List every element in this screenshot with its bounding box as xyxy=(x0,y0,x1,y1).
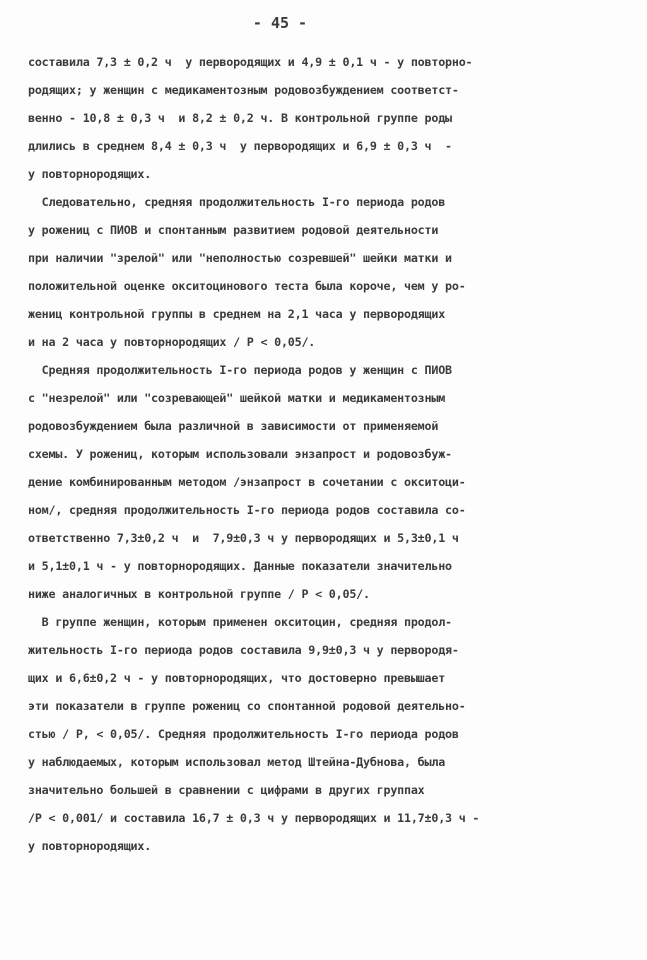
text-line: и 5,1±0,1 ч - у повторнородящих. Данные показатели значительно xyxy=(28,559,452,573)
paragraph-2 xyxy=(28,188,628,356)
text-line: родящих; у женщин с медикаментозным родовозбуждением соответст- xyxy=(28,83,459,97)
text-line: длились в среднем 8,4 ± 0,3 ч у первородящих и 6,9 ± 0,3 ч - xyxy=(28,139,452,153)
text-line: ниже аналогичных в контрольной группе / Р < 0,05/. xyxy=(28,587,370,601)
text-line: схемы. У рожениц, которым использовали энзапрост и родовозбуж- xyxy=(28,447,452,461)
paragraph-4 xyxy=(28,608,628,860)
text-line: В группе женщин, которым применен окситоцин, средняя продол- xyxy=(28,615,452,629)
text-line: ном/, средняя продолжительность I-го периода родов составила со- xyxy=(28,503,466,517)
text-line: родовозбуждением была различной в зависимости от применяемой xyxy=(28,419,439,433)
text-line: при наличии "зрелой" или "неполностью созревшей" шейки матки и xyxy=(28,251,452,265)
body-text xyxy=(28,48,628,860)
text-line: с "незрелой" или "созревающей" шейкой матки и медикаментозным xyxy=(28,391,446,405)
text-line: ответственно 7,3±0,2 ч и 7,9±0,3 ч у первородящих и 5,3±0,1 ч xyxy=(28,531,459,545)
text-line: стью / Р, < 0,05/. Средняя продолжительность I-го периода родов xyxy=(28,727,459,741)
text-line: положительной оценке окситоцинового теста была короче, чем у ро- xyxy=(28,279,466,293)
text-line: дение комбинированным методом /энзапрост в сочетании с окситоци- xyxy=(28,475,466,489)
page-number: - 45 - xyxy=(252,14,308,32)
text-line: жениц контрольной группы в среднем на 2,1 часа у первородящих xyxy=(28,307,446,321)
paragraph-3 xyxy=(28,356,628,608)
text-line: и на 2 часа у повторнородящих / Р < 0,05/. xyxy=(28,335,316,349)
text-line: составила 7,3 ± 0,2 ч у первородящих и 4,9 ± 0,1 ч - у повторно- xyxy=(28,55,473,69)
text-line: у повторнородящих. xyxy=(28,167,152,181)
text-line: жительность I-го периода родов составила 9,9±0,3 ч у первородя- xyxy=(28,643,459,657)
text-line: Средняя продолжительность I-го периода родов у женщин с ПИОВ xyxy=(28,363,452,377)
text-line: у наблюдаемых, которым использовал метод Штейна-Дубнова, была xyxy=(28,755,446,769)
text-line: значительно большей в сравнении с цифрами в других группах xyxy=(28,783,425,797)
text-line: у повторнородящих. xyxy=(28,839,152,853)
text-line: венно - 10,8 ± 0,3 ч и 8,2 ± 0,2 ч. В контрольной группе роды xyxy=(28,111,452,125)
paragraph-1 xyxy=(28,48,628,188)
text-line: Следовательно, средняя продолжительность I-го периода родов xyxy=(28,195,446,209)
text-line: щих и 6,6±0,2 ч - у повторнородящих, что достоверно превышает xyxy=(28,671,446,685)
text-line: эти показатели в группе рожениц со спонтанной родовой деятельно- xyxy=(28,699,466,713)
text-line: /Р < 0,001/ и составила 16,7 ± 0,3 ч у первородящих и 11,7±0,3 ч - xyxy=(28,811,480,825)
text-line: у рожениц с ПИОВ и спонтанным развитием родовой деятельности xyxy=(28,223,439,237)
